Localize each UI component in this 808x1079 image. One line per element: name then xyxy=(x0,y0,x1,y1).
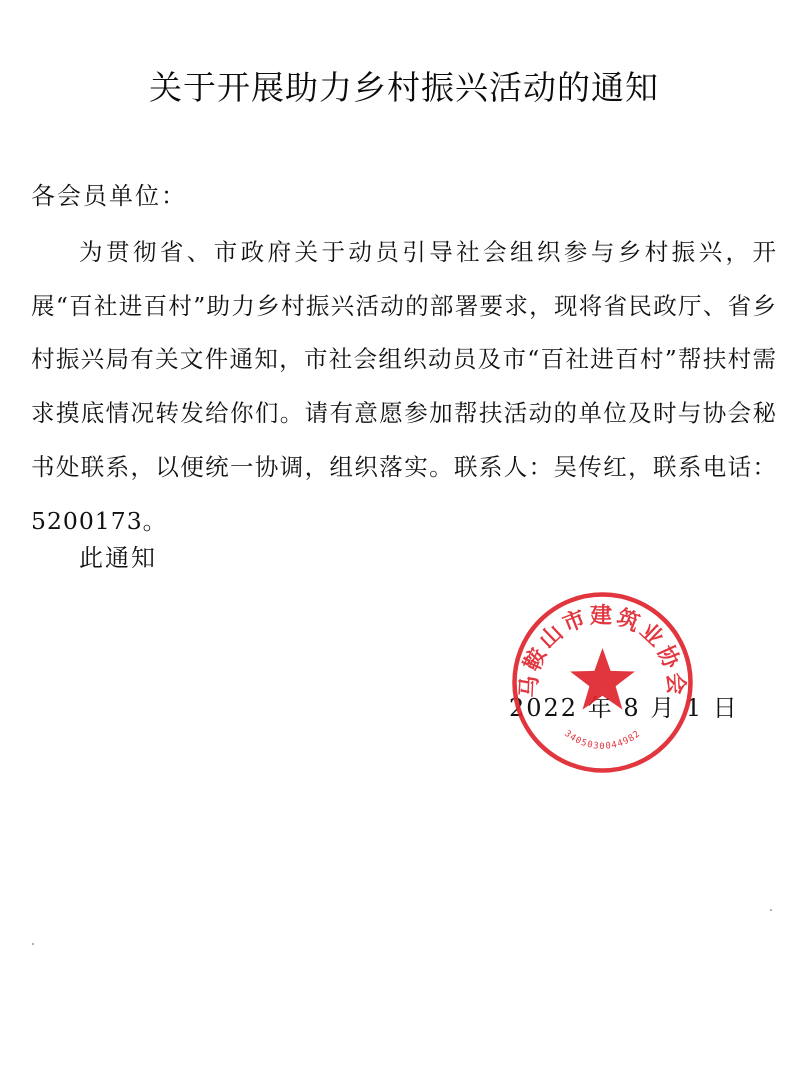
star-icon xyxy=(570,648,635,710)
closing-line: 此通知 xyxy=(79,544,157,572)
salutation: 各会员单位： xyxy=(31,182,187,210)
seal-organization-text: 马鞍山市建筑业协会 xyxy=(516,603,689,699)
svg-text:3405030044982 xyxy=(562,729,642,752)
seal-code-text: 3405030044982 xyxy=(562,728,643,752)
body-paragraph: 为贯彻省、市政府关于动员引导社会组织参与乡村振兴，开展“百社进百村”助力乡村振兴活动的部署要求，现将省民政厅、省乡村振兴局有关文件通知，市社会组织动员及市“百社进百村”帮扶村需求摸底情况转发给你们。请有意愿参加帮扶活动的单位及时与协会秘书处联系，以便统一协调，组织落实。联系人：吴传红，联系电话：5200173。 xyxy=(31,238,777,535)
scan-speck xyxy=(32,943,34,945)
scan-speck xyxy=(770,909,772,911)
official-seal-stamp xyxy=(510,590,695,775)
document-title: 关于开展助力乡村振兴活动的通知 xyxy=(149,68,659,107)
document-date: 2022 年 8 月 1 日 xyxy=(509,694,739,722)
